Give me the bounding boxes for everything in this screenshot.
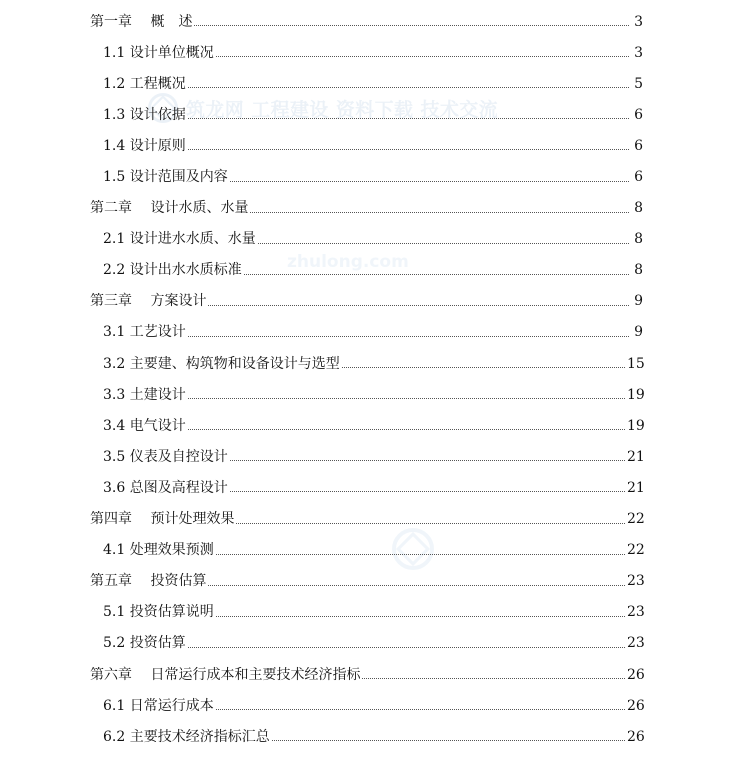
toc-entry-page-number: 5 — [634, 75, 643, 92]
toc-entry-title: 1.2 工程概况 — [103, 75, 186, 92]
table-of-contents — [90, 6, 643, 752]
toc-entry-title: 5.2 投资估算 — [103, 635, 186, 652]
toc-entry-page-number: 9 — [634, 324, 643, 341]
toc-entry-title: 3.3 土建设计 — [103, 386, 186, 403]
toc-leader-dots — [216, 709, 625, 710]
toc-leader-dots — [230, 491, 625, 492]
toc-entry[interactable] — [90, 161, 643, 192]
toc-entry-title: 第二章 设计水质、水量 — [90, 200, 249, 217]
toc-entry[interactable] — [90, 37, 643, 68]
toc-entry-page-number: 19 — [627, 417, 645, 434]
toc-entry-title: 3.6 总图及高程设计 — [103, 479, 228, 496]
toc-entry-page-number: 23 — [627, 604, 645, 621]
toc-entry-title: 1.4 设计原则 — [103, 137, 186, 154]
toc-entry-title: 3.1 工艺设计 — [103, 324, 186, 341]
toc-entry-page-number: 22 — [627, 542, 645, 559]
toc-leader-dots — [188, 398, 625, 399]
toc-leader-dots — [342, 367, 625, 368]
toc-entry[interactable] — [90, 472, 643, 503]
toc-entry-page-number: 9 — [634, 293, 643, 310]
toc-entry-title: 6.1 日常运行成本 — [103, 697, 214, 714]
toc-entry[interactable] — [90, 130, 643, 161]
toc-leader-dots — [244, 274, 629, 275]
toc-entry[interactable] — [90, 317, 643, 348]
toc-entry[interactable] — [90, 193, 643, 224]
toc-entry-page-number: 3 — [634, 13, 643, 30]
toc-entry-page-number: 8 — [634, 200, 643, 217]
toc-leader-dots — [236, 523, 625, 524]
toc-entry-page-number: 6 — [634, 106, 643, 123]
toc-entry[interactable] — [90, 504, 643, 535]
toc-entry-title: 第三章 方案设计 — [90, 293, 207, 310]
toc-leader-dots — [362, 678, 625, 679]
toc-leader-dots — [216, 56, 629, 57]
toc-entry-page-number: 23 — [627, 573, 645, 590]
toc-entry-page-number: 19 — [627, 386, 645, 403]
toc-entry-page-number: 21 — [627, 479, 645, 496]
toc-entry[interactable] — [90, 690, 643, 721]
toc-entry-page-number: 3 — [634, 44, 643, 61]
toc-leader-dots — [188, 87, 629, 88]
toc-entry[interactable] — [90, 721, 643, 752]
toc-entry[interactable] — [90, 628, 643, 659]
toc-entry-title: 2.1 设计进水水质、水量 — [103, 231, 256, 248]
toc-entry-page-number: 8 — [634, 262, 643, 279]
toc-leader-dots — [208, 585, 625, 586]
toc-entry-page-number: 21 — [627, 448, 645, 465]
toc-entry-page-number: 15 — [627, 355, 645, 372]
toc-entry-title: 第一章 概 述 — [90, 13, 193, 30]
toc-entry-title: 1.3 设计依据 — [103, 106, 186, 123]
toc-leader-dots — [188, 149, 629, 150]
toc-entry-page-number: 26 — [627, 728, 645, 745]
toc-entry[interactable] — [90, 535, 643, 566]
toc-entry[interactable] — [90, 255, 643, 286]
toc-entry-title: 3.5 仪表及自控设计 — [103, 448, 228, 465]
toc-leader-dots — [258, 243, 629, 244]
toc-entry-title: 6.2 主要技术经济指标汇总 — [103, 728, 270, 745]
toc-entry[interactable] — [90, 566, 643, 597]
toc-leader-dots — [188, 429, 625, 430]
toc-entry-title: 4.1 处理效果预测 — [103, 542, 214, 559]
toc-entry-title: 第五章 投资估算 — [90, 573, 207, 590]
toc-entry[interactable] — [90, 659, 643, 690]
toc-entry[interactable] — [90, 68, 643, 99]
toc-leader-dots — [188, 647, 625, 648]
toc-entry-title: 3.2 主要建、构筑物和设备设计与选型 — [103, 355, 340, 372]
toc-entry[interactable] — [90, 6, 643, 37]
toc-entry[interactable] — [90, 286, 643, 317]
toc-entry[interactable] — [90, 597, 643, 628]
toc-entry-title: 3.4 电气设计 — [103, 417, 186, 434]
toc-entry[interactable] — [90, 348, 643, 379]
toc-leader-dots — [216, 554, 625, 555]
toc-entry-page-number: 22 — [627, 511, 645, 528]
toc-leader-dots — [216, 616, 625, 617]
toc-leader-dots — [208, 305, 629, 306]
toc-leader-dots — [188, 336, 629, 337]
toc-leader-dots — [230, 181, 629, 182]
toc-entry[interactable] — [90, 379, 643, 410]
toc-entry-page-number: 26 — [627, 697, 645, 714]
toc-entry-title: 2.2 设计出水水质标准 — [103, 262, 242, 279]
toc-entry-page-number: 8 — [634, 231, 643, 248]
toc-leader-dots — [272, 740, 625, 741]
toc-entry[interactable] — [90, 410, 643, 441]
toc-entry-page-number: 26 — [627, 666, 645, 683]
toc-entry-title: 1.5 设计范围及内容 — [103, 169, 228, 186]
toc-leader-dots — [188, 118, 629, 119]
toc-entry-page-number: 6 — [634, 137, 643, 154]
toc-entry-title: 1.1 设计单位概况 — [103, 44, 214, 61]
toc-entry-page-number: 23 — [627, 635, 645, 652]
watermark-site-text: zhulong.com — [287, 252, 409, 272]
toc-entry[interactable] — [90, 99, 643, 130]
toc-leader-dots — [250, 212, 629, 213]
toc-entry[interactable] — [90, 224, 643, 255]
toc-entry-title: 5.1 投资估算说明 — [103, 604, 214, 621]
toc-entry[interactable] — [90, 441, 643, 472]
watermark-band-text: 筑龙网 工程建设 资料下载 技术交流 — [186, 98, 499, 121]
toc-leader-dots — [230, 460, 625, 461]
toc-entry-title: 第四章 预计处理效果 — [90, 511, 235, 528]
toc-entry-title: 第六章 日常运行成本和主要技术经济指标 — [90, 666, 361, 683]
toc-entry-page-number: 6 — [634, 169, 643, 186]
toc-leader-dots — [194, 25, 629, 26]
